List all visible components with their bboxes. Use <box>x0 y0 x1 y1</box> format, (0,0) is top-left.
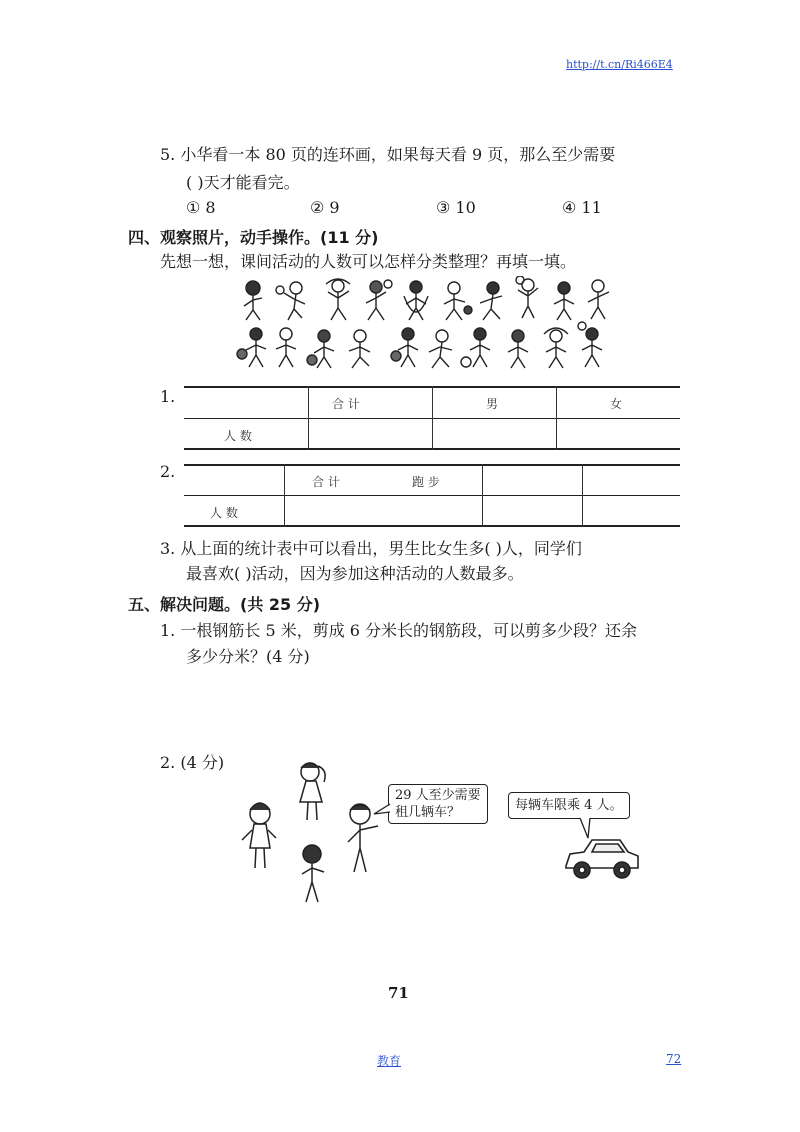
bubble-limit-text: 每辆车限乘 4 人。 <box>515 798 623 813</box>
speech-bubble-limit <box>508 792 630 819</box>
speech-bubble-question <box>388 784 488 824</box>
child-figure <box>480 282 502 320</box>
table2 <box>184 464 680 528</box>
table1-header-total: 合 计 <box>332 397 360 411</box>
table1-number: 1. <box>160 387 176 406</box>
q5-option-4: ④ 11 <box>562 198 602 217</box>
child-figure <box>554 282 574 320</box>
bubble-question-line1: 29 人至少需要 <box>395 788 481 803</box>
problem2-label: 2. (4 分) <box>160 753 225 772</box>
bubble-pointer-icon <box>372 800 392 820</box>
child-figure <box>588 280 609 319</box>
child-figure <box>578 322 602 367</box>
child-figure <box>244 281 262 320</box>
child-figure <box>366 280 392 320</box>
q5-line2: ( )天才能看完。 <box>186 173 300 192</box>
child-figure <box>307 330 334 368</box>
q5-line1: 5. 小华看一本 80 页的连环画，如果每天看 9 页，那么至少需要 <box>160 145 616 164</box>
child-figure <box>508 330 528 368</box>
child-figure <box>276 282 305 320</box>
q5-option-3: ③ 10 <box>436 198 476 217</box>
q5-option-1: ① 8 <box>186 198 216 217</box>
table2-number: 2. <box>160 462 176 481</box>
child-figure <box>429 330 452 368</box>
child-figure <box>349 330 370 368</box>
section5-title: 五、解决问题。(共 25 分) <box>128 595 321 614</box>
footer-link-next-page[interactable]: 72 <box>666 1052 682 1066</box>
table1-header-boys: 男 <box>486 397 499 411</box>
footer-link-education[interactable]: 教育 <box>377 1054 402 1068</box>
table2-row-label: 人 数 <box>210 506 238 520</box>
q5-option-2: ② 9 <box>310 198 340 217</box>
table2-header-total: 合 计 <box>312 475 340 489</box>
child-figure <box>544 328 568 368</box>
table1-row-label: 人 数 <box>224 429 252 443</box>
problem1-line2: 多少分米？(4 分) <box>186 647 310 666</box>
table1 <box>184 386 680 450</box>
page-number: 71 <box>388 984 409 1002</box>
child-figure <box>391 328 418 367</box>
child-figure <box>444 282 472 320</box>
source-link[interactable]: http://t.cn/Ri466E4 <box>566 58 673 71</box>
q3-line1: 3. 从上面的统计表中可以看出，男生比女生多( )人，同学们 <box>160 539 582 558</box>
table2-header-running: 跑 步 <box>412 475 440 489</box>
child-figure <box>276 328 296 367</box>
child-figure <box>516 276 538 318</box>
child-figure <box>404 281 428 320</box>
table1-header-girls: 女 <box>610 397 623 411</box>
bubble-question-line2: 租几辆车？ <box>395 805 461 820</box>
q3-line2: 最喜欢( )活动，因为参加这种活动的人数最多。 <box>186 564 524 583</box>
children-activities-illustration <box>228 276 612 372</box>
car-icon <box>562 832 642 884</box>
children-group-illustration <box>228 756 398 906</box>
section4-prompt: 先想一想，课间活动的人数可以怎样分类整理？再填一填。 <box>160 252 577 271</box>
child-figure <box>326 279 350 320</box>
section4-title: 四、观察照片，动手操作。(11 分) <box>128 228 379 247</box>
problem1-line1: 1. 一根钢筋长 5 米，剪成 6 分米长的钢筋段，可以剪多少段？还余 <box>160 621 638 640</box>
child-figure <box>461 328 490 367</box>
child-figure <box>237 328 266 367</box>
